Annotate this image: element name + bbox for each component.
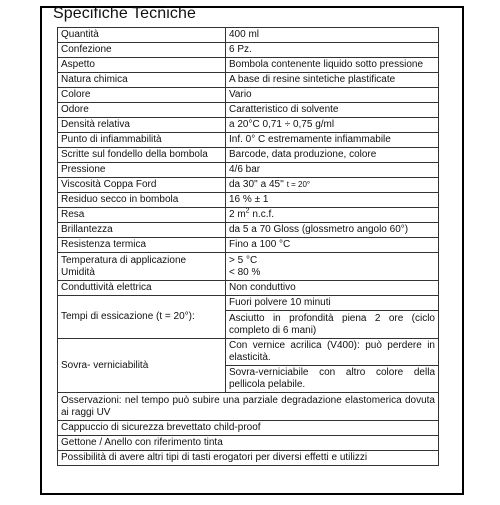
row-label: Resistenza termica — [58, 238, 226, 253]
table-row — [58, 73, 439, 88]
temp-humidity-values — [226, 253, 439, 281]
table-row — [58, 133, 439, 148]
table-row — [58, 163, 439, 178]
table-row — [58, 393, 439, 421]
note-token: Gettone / Anello con riferimento tinta — [58, 436, 439, 451]
row-label: Residuo secco in bombola — [58, 193, 226, 208]
row-value: Barcode, data produzione, colore — [226, 148, 439, 163]
row-label: Odore — [58, 103, 226, 118]
drying-line-2: Asciutto in profondità piena 2 ore (ciclo completo di 6 mani) — [226, 311, 439, 339]
table-row — [58, 421, 439, 436]
row-value: Inf. 0° C estremamente infiammabile — [226, 133, 439, 148]
row-label: Aspetto — [58, 58, 226, 73]
row-label: Punto di infiammabilità — [58, 133, 226, 148]
row-value: Caratteristico di solvente — [226, 103, 439, 118]
row-label: Resa — [58, 208, 226, 223]
table-row — [58, 253, 439, 281]
overpaint-line-1: Con vernice acrilica (V400): può perdere in elasticità. — [226, 339, 439, 366]
row-value: Vario — [226, 88, 439, 103]
row-label: Quantità — [58, 28, 226, 43]
overpaint-label: Sovra- verniciabilità — [58, 339, 226, 393]
row-value: 16 % ± 1 — [226, 193, 439, 208]
yield-unit: n.c.f. — [249, 209, 275, 220]
overpaint-line-2: Sovra-verniciabile con altro colore della pellicola pelabile. — [226, 366, 439, 393]
table-row — [58, 193, 439, 208]
table-row — [58, 28, 439, 43]
row-value: A base di resine sintetiche plastificate — [226, 73, 439, 88]
table-row — [58, 58, 439, 73]
note-observations: Osservazioni: nel tempo può subire una parziale degradazione elastomerica dovuta ai raggi UV — [58, 393, 439, 421]
row-label: Pressione — [58, 163, 226, 178]
row-label: Brillantezza — [58, 223, 226, 238]
yield-value: 2 m — [229, 209, 246, 220]
row-label: Conduttività elettrica — [58, 281, 226, 296]
row-value: Non conduttivo — [226, 281, 439, 296]
row-value: da 5 a 70 Gloss (glossmetro angolo 60°) — [226, 223, 439, 238]
row-value: 6 Pz. — [226, 43, 439, 58]
drying-label: Tempi di essicazione (t = 20°): — [58, 296, 226, 339]
row-value — [226, 208, 439, 223]
row-value: Fino a 100 °C — [226, 238, 439, 253]
table-row — [58, 238, 439, 253]
table-row — [58, 281, 439, 296]
temp-value: > 5 °C — [229, 254, 258, 266]
page-title: Specifiche Tecniche — [53, 5, 197, 22]
note-nozzles: Possibilità di avere altri tipi di tasti erogatori per diversi effetti e utilizzi — [58, 451, 439, 466]
yield-exponent: 2 — [245, 207, 250, 215]
humidity-value: < 80 % — [229, 266, 261, 278]
temp-label: Temperatura di applicazione — [61, 254, 187, 266]
table-row — [58, 43, 439, 58]
row-label: Natura chimica — [58, 73, 226, 88]
row-label: Densità relativa — [58, 118, 226, 133]
drying-line-1: Fuori polvere 10 minuti — [226, 296, 439, 311]
table-row — [58, 436, 439, 451]
temp-humidity-labels — [58, 253, 226, 281]
note-cap: Cappuccio di sicurezza brevettato child-proof — [58, 421, 439, 436]
row-value: 400 ml — [226, 28, 439, 43]
table-row — [58, 148, 439, 163]
table-row — [58, 103, 439, 118]
table-row — [58, 339, 439, 366]
viscosity-temp: t = 20° — [286, 180, 311, 189]
row-value — [226, 178, 439, 193]
row-label: Colore — [58, 88, 226, 103]
spec-table — [57, 27, 439, 466]
table-row — [58, 208, 439, 223]
table-row — [58, 223, 439, 238]
table-row — [58, 296, 439, 311]
viscosity-value: da 30'' a 45'' — [229, 179, 284, 190]
row-value: a 20°C 0,71 ÷ 0,75 g/ml — [226, 118, 439, 133]
table-row — [58, 118, 439, 133]
row-value: 4/6 bar — [226, 163, 439, 178]
table-row — [58, 88, 439, 103]
row-label: Confezione — [58, 43, 226, 58]
humidity-label: Umidità — [61, 266, 95, 278]
row-label: Viscosità Coppa Ford — [58, 178, 226, 193]
row-label: Scritte sul fondello della bombola — [58, 148, 226, 163]
table-row — [58, 178, 439, 193]
table-row — [58, 451, 439, 466]
row-value: Bombola contenente liquido sotto pressione — [226, 58, 439, 73]
